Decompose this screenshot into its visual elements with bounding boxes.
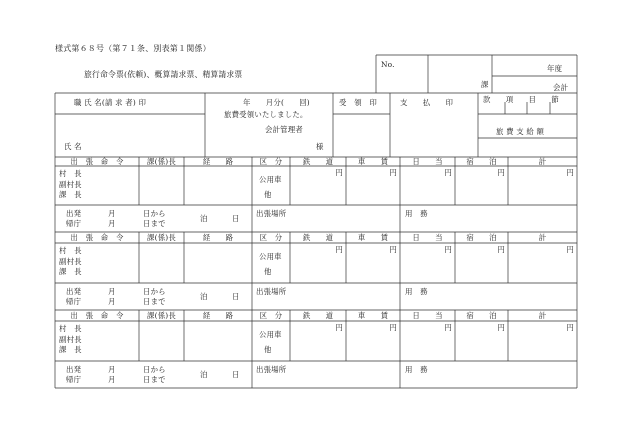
col-header: 出 張 命 令: [70, 311, 124, 320]
col-header: 課(係)長: [147, 157, 176, 166]
col-header: 車 賃: [357, 157, 389, 166]
ka-label: 課: [481, 80, 489, 89]
yen-unit: 円: [335, 168, 343, 177]
return-label: 帰庁: [66, 219, 82, 228]
return-label: 帰庁: [66, 375, 82, 384]
month-label: 月: [108, 287, 116, 296]
yen-unit: 円: [497, 245, 505, 254]
until-label: 日まで: [143, 297, 166, 306]
form-title: 旅行命令票(依頼)、概算請求票、精算請求票: [84, 70, 243, 79]
col-header: 車 賃: [357, 233, 389, 242]
col-header: 課(係)長: [147, 233, 176, 242]
month-label: 月: [108, 209, 116, 218]
transport-other: 他: [264, 267, 272, 276]
until-label: 日まで: [143, 219, 166, 228]
col-header: 日 当: [412, 233, 443, 242]
col-header: 宿 泊: [466, 157, 497, 166]
col-header: 車 賃: [357, 311, 389, 320]
yen-unit: 円: [444, 245, 452, 254]
sama-label: 様: [316, 142, 324, 151]
nendo-label: 年度: [547, 64, 563, 73]
transport-other: 他: [264, 190, 272, 199]
yen-unit: 円: [566, 168, 574, 177]
return-label: 帰庁: [66, 297, 82, 306]
col-header: 経 路: [202, 311, 234, 320]
col-header: 日 当: [412, 157, 443, 166]
transport-official-car: 公用車: [259, 252, 282, 261]
col-header: 出 張 命 令: [70, 157, 124, 166]
yen-unit: 円: [389, 168, 397, 177]
kaikei-label: 会計: [553, 83, 569, 92]
payment-seal-label: 支 払 印: [400, 98, 454, 107]
approver-label: 副村長: [59, 256, 82, 266]
manager-label: 会計管理者: [265, 125, 303, 134]
yen-unit: 円: [444, 323, 452, 332]
haku-label: 泊: [200, 292, 208, 301]
transport-official-car: 公用車: [259, 330, 282, 339]
col-header: 鉄 道: [302, 157, 334, 166]
transport-other: 他: [264, 345, 272, 354]
approver-label: 課 長: [59, 267, 82, 276]
yen-unit: 円: [566, 245, 574, 254]
day-label: 日: [232, 292, 240, 301]
col-header: 区 分: [259, 233, 283, 242]
haku-label: 泊: [200, 370, 208, 379]
approver-label: 課 長: [59, 190, 82, 199]
approver-label: 村 長: [59, 169, 82, 178]
yen-unit: 円: [389, 323, 397, 332]
yen-unit: 円: [389, 245, 397, 254]
business-label: 用 務: [405, 365, 428, 374]
approver-label: 副村長: [59, 179, 82, 189]
yen-unit: 円: [497, 168, 505, 177]
yen-unit: 円: [566, 323, 574, 332]
amount-label: 旅 費 支 給 額: [496, 127, 545, 136]
col-header: 日 当: [412, 311, 443, 320]
col-header: 宿 泊: [466, 311, 497, 320]
destination-label: 出張場所: [256, 365, 287, 374]
until-label: 日まで: [143, 375, 166, 384]
received-text: 旅費受領いたしました。: [224, 110, 308, 119]
col-header: 鉄 道: [302, 233, 334, 242]
col-header: 区 分: [259, 157, 283, 166]
no-label: No.: [381, 60, 395, 69]
month-label: 月: [108, 297, 116, 306]
approver-label: 課 長: [59, 345, 82, 354]
month-label: 月: [108, 365, 116, 374]
transport-official-car: 公用車: [259, 175, 282, 184]
haku-label: 泊: [200, 214, 208, 223]
period-label: 年 月分( 回): [243, 98, 310, 107]
depart-label: 出発: [66, 209, 82, 218]
col-header: 鉄 道: [302, 311, 334, 320]
depart-label: 出発: [66, 287, 82, 296]
col-header: 経 路: [202, 233, 234, 242]
approver-label: 村 長: [59, 246, 82, 255]
col-header: 計: [538, 311, 547, 320]
destination-label: 出張場所: [256, 287, 287, 296]
claimant-label: 職 氏 名(請 求 者) 印: [74, 98, 147, 107]
col-header: 宿 泊: [466, 233, 497, 242]
yen-unit: 円: [335, 323, 343, 332]
business-label: 用 務: [405, 209, 428, 218]
from-label: 日から: [143, 287, 166, 296]
yen-unit: 円: [497, 323, 505, 332]
col-header: 経 路: [202, 157, 234, 166]
destination-label: 出張場所: [256, 209, 287, 218]
approver-label: 村 長: [59, 324, 82, 333]
col-header: 計: [538, 157, 547, 166]
receiver-seal-label: 受 領 印: [339, 98, 377, 107]
col-header: 課(係)長: [147, 311, 176, 320]
col-header: 計: [538, 233, 547, 242]
budget-label: 款 項 目 節: [483, 95, 559, 104]
month-label: 月: [108, 375, 116, 384]
day-label: 日: [232, 214, 240, 223]
from-label: 日から: [143, 365, 166, 374]
yen-unit: 円: [335, 245, 343, 254]
yen-unit: 円: [444, 168, 452, 177]
month-label: 月: [108, 219, 116, 228]
name-label: 氏 名: [64, 142, 82, 151]
business-label: 用 務: [405, 287, 428, 296]
from-label: 日から: [143, 209, 166, 218]
col-header: 出 張 命 令: [70, 233, 124, 242]
form-number: 様式第６８号（第７１条、別表第１関係）: [55, 44, 211, 53]
approver-label: 副村長: [59, 334, 82, 344]
col-header: 区 分: [259, 311, 283, 320]
day-label: 日: [232, 370, 240, 379]
depart-label: 出発: [66, 365, 82, 374]
